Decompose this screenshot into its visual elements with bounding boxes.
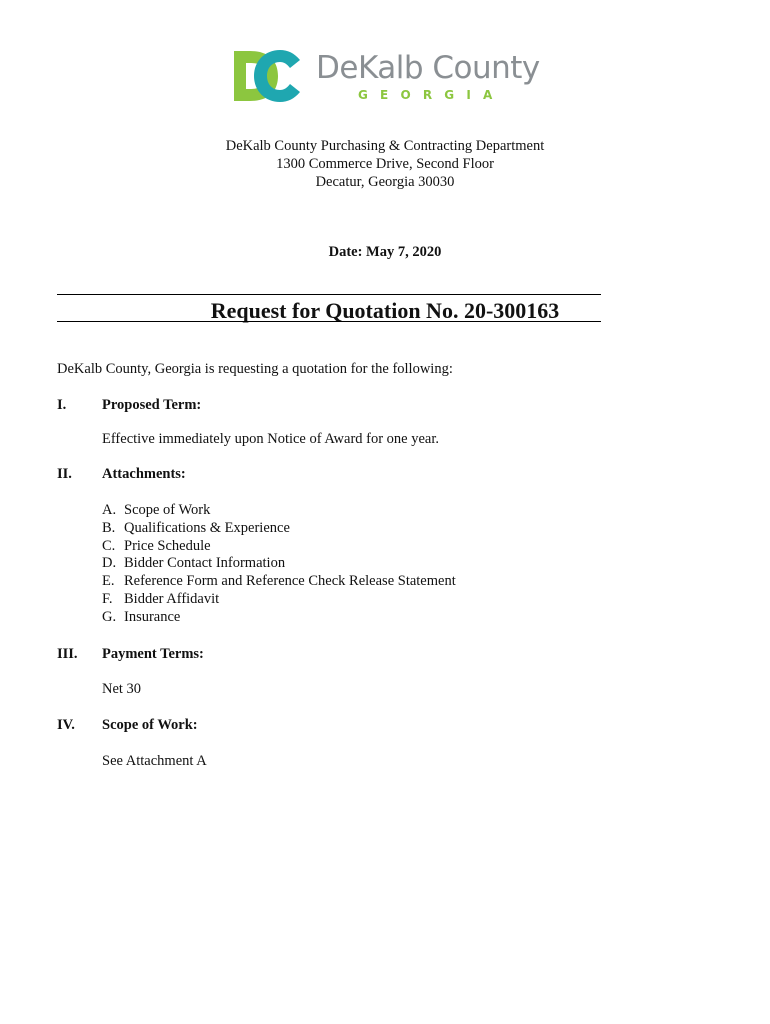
attachment-item: F. Bidder Affidavit <box>102 590 220 607</box>
rfq-title: Request for Quotation No. 20-300163 <box>210 298 560 323</box>
attachments-list <box>102 502 456 627</box>
attachment-item: B. Qualifications & Experience <box>102 519 290 536</box>
department-address <box>0 137 770 191</box>
intro-paragraph: DeKalb County, Georgia is requesting a quotation for the following: <box>57 361 453 377</box>
section-2-heading: Attachments: <box>102 466 186 482</box>
section-1-body: Effective immediately upon Notice of Award for one year. <box>102 431 440 447</box>
attachment-item: D. Bidder Contact Information <box>102 555 286 572</box>
attachment-item: G. Insurance <box>102 608 181 625</box>
section-3-body: Net 30 <box>102 681 142 697</box>
logo-state-name: GEORGIA <box>358 88 505 102</box>
title-top-rule <box>57 294 601 295</box>
address-line-3: Decatur, Georgia 30030 <box>315 174 455 190</box>
section-1-heading: Proposed Term: <box>102 397 202 413</box>
address-line-1: DeKalb County Purchasing & Contracting Department <box>225 138 545 154</box>
section-4-number: IV. <box>57 717 75 733</box>
section-4-body: See Attachment A <box>102 753 207 769</box>
logo-county-name: DeKalb County <box>316 50 540 86</box>
attachment-item: E. Reference Form and Reference Check Release Statement <box>102 573 456 590</box>
attachment-item: C. Price Schedule <box>102 537 211 554</box>
section-3-heading: Payment Terms: <box>102 646 204 662</box>
dekalb-county-logo <box>232 48 542 108</box>
section-4-heading: Scope of Work: <box>102 717 198 733</box>
attachment-item: A. Scope of Work <box>102 502 211 518</box>
section-2-number: II. <box>57 466 72 482</box>
title-bottom-rule <box>57 321 601 322</box>
document-date: Date: May 7, 2020 <box>328 244 442 260</box>
address-line-2: 1300 Commerce Drive, Second Floor <box>276 156 494 172</box>
section-3-number: III. <box>57 646 78 662</box>
section-1-number: I. <box>57 397 67 413</box>
dc-monogram-icon <box>232 48 304 104</box>
